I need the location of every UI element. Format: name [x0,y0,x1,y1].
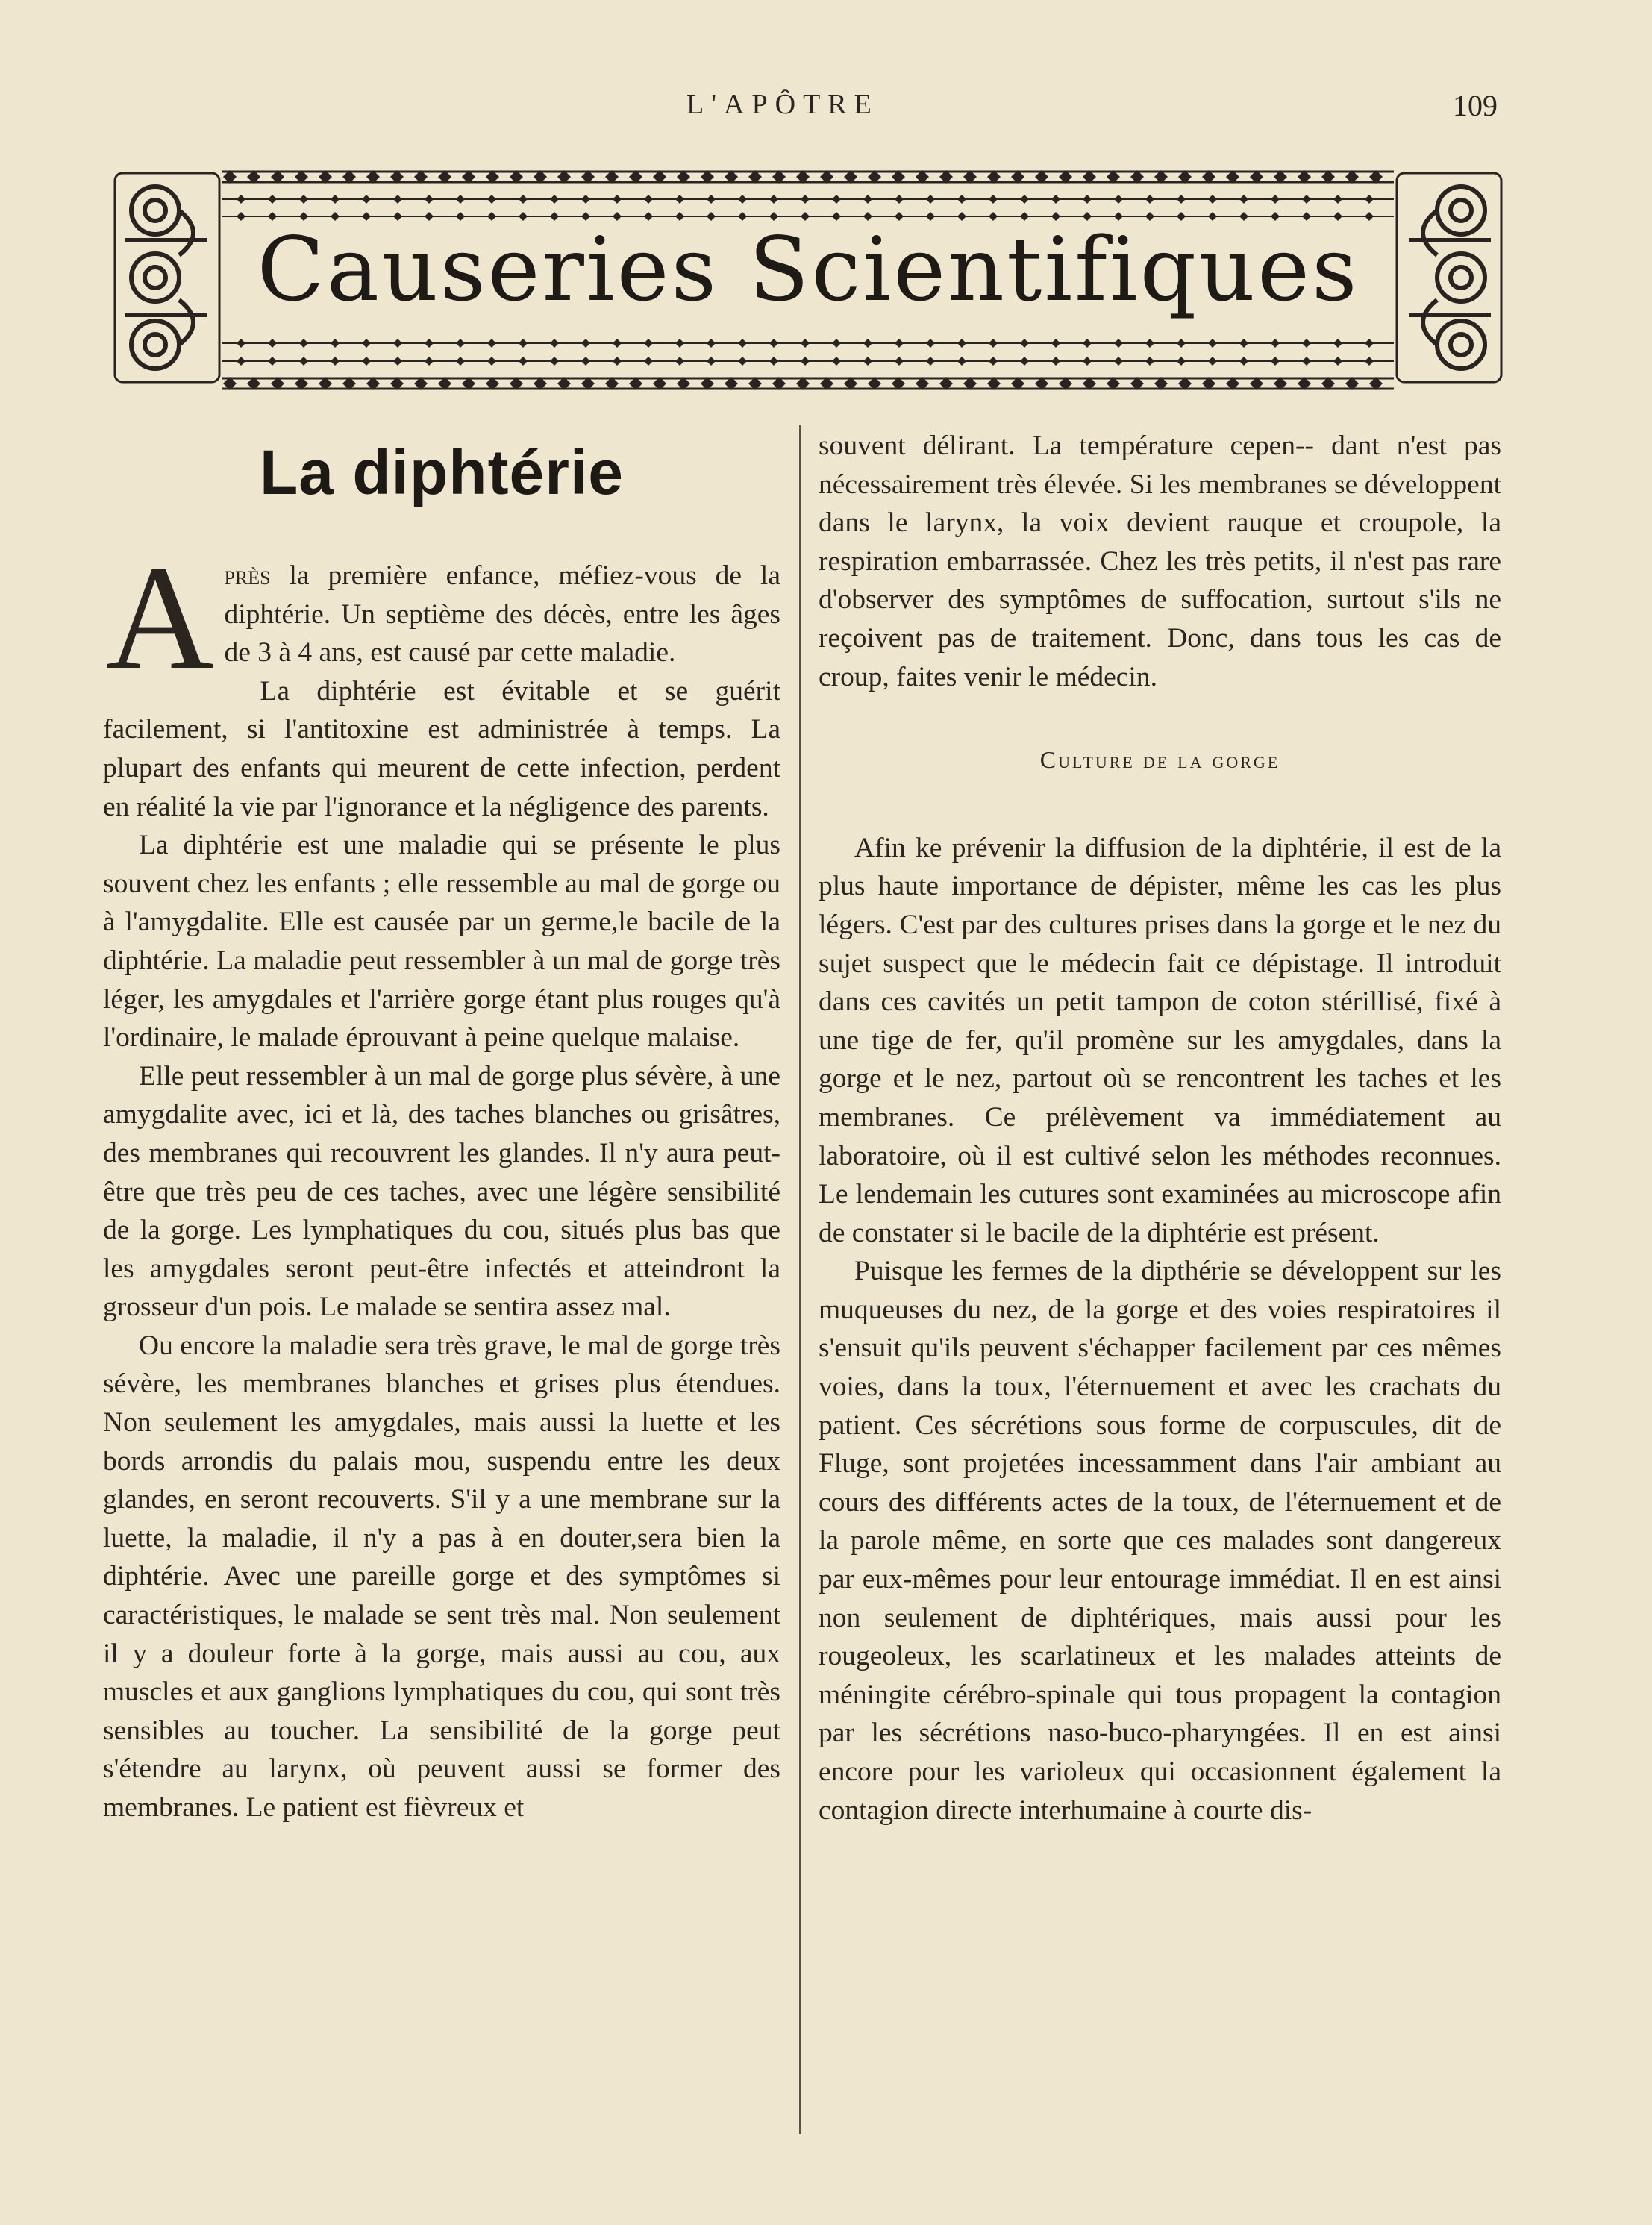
ornament-small-diamond-icon [425,195,434,204]
ornament-small-diamond-icon [1145,195,1154,204]
ornament-small-diamond-icon [550,339,559,348]
ornament-small-diamond-icon [832,357,841,366]
ornament-small-diamond-icon [1365,357,1374,366]
ornament-small-diamond-icon [801,357,810,366]
ornament-small-diamond-icon [519,195,528,204]
paragraph: La diphtérie est une maladie qui se présente le plus souvent chez les enfants ; elle ressemble au mal de gorge ou à l'amygdalite. Elle est causée par un germe,le bacile de la diphtérie. La maladie peut ressembler à un mal de gorge très léger, les amygdales et l'arrière gorge étant plus rouges qu'à l'ordinaire, le malade éprouvant à peine quelque malaise. [103,830,780,1054]
ornament-small-diamond-icon [1271,339,1280,348]
ornament-small-diamond-icon [456,339,465,348]
ornament-small-diamond-icon [769,195,778,204]
ornament-small-diamond-icon [1333,195,1342,204]
ornament-small-diamond-icon [1239,339,1248,348]
first-paragraph [103,536,780,701]
ornament-small-diamond-icon [362,357,371,366]
ornament-small-diamond-icon [1271,195,1280,204]
ornament-small-diamond-icon [393,357,402,366]
ornament-small-diamond-icon [644,195,653,204]
ornament-small-diamond-icon [1177,195,1186,204]
paragraph: Elle peut ressembler à un mal de gorge plus sévère, à une amygdalite avec, ici et là, des taches blanches ou grisâtres, des membranes qui recouvrent les glandes. Il n'y aura peut-être que très peu de ces taches, avec une légère sensibilité de la gorge. Les lymphatiques du cou, situés plus bas que les amygdales seront peut-être infectés et atteindront la grosseur d'un pois. Le malade se sentira assez mal. [103,1060,780,1323]
ornament-small-diamond-icon [613,339,622,348]
ornament-small-diamond-icon [957,339,966,348]
ornament-small-diamond-icon [1051,195,1060,204]
ornament-small-diamond-icon [1365,339,1374,348]
ornament-small-diamond-icon [487,357,496,366]
drop-cap: A [106,536,214,701]
ornament-small-diamond-icon [331,357,340,366]
ornament-small-diamond-icon [738,357,747,366]
ornament-small-diamond-icon [299,195,308,204]
ornament-small-diamond-icon [1177,339,1186,348]
ornament-small-diamond-icon [268,195,277,204]
article-title: La diphtérie [259,437,625,507]
ornament-small-diamond-icon [581,357,590,366]
ornament-small-diamond-icon [1114,339,1123,348]
ornament-small-diamond-icon [801,339,810,348]
ornament-small-diamond-icon [1083,339,1092,348]
right-column [819,427,1501,1830]
ornament-small-diamond-icon [675,195,684,204]
ornament-small-diamond-icon [456,195,465,204]
ornament-small-diamond-icon [1271,357,1280,366]
ornament-small-diamond-icon [331,339,340,348]
ornament-small-diamond-icon [863,357,872,366]
ornament-small-diamond-icon [644,339,653,348]
ornament-small-diamond-icon [237,339,245,348]
ornament-small-diamond-icon [613,357,622,366]
ornament-small-diamond-icon [299,357,308,366]
first-paragraph-text: la première enfance, méfiez-vous de la diphtérie. Un septième des décès, entre les âges de 3 à 4 ans, est causé par cette maladie. [224,560,780,669]
ornament-small-diamond-icon [1020,339,1029,348]
ornament-small-diamond-icon [989,195,998,204]
page-number: 109 [1453,89,1498,122]
ornament-small-diamond-icon [926,195,935,204]
ornament-small-diamond-icon [268,339,277,348]
ornament-small-diamond-icon [331,195,340,204]
paragraph: Puisque les fermes de la dipthérie se développent sur les muqueuses du nez, de la gorge et des voies respiratoires il s'ensuit qu'ils peuvent s'échapper facilement par ces mêmes voies, dans la toux, l'éternuement et avec les crachats du patient. Ces sécrétions sous forme de corpuscules, dit de Fluge, sont projetées incessamment dans l'air ambiant au cours des différents actes de la toux, de l'éternuement et de la parole même, en sorte que ces malades sont dangereux par eux-mêmes pour leur entourage immédiat. Il en est ainsi non seulement de diphtériques, mais aussi pour les rougeoleux, les scarlatineux et les malades atteints de méningite cérébro-spinale qui tous propagent la contagion par les sécrétions naso-buco-pharyngées. Il en est ainsi encore pour les varioleux qui occasionnent également la contagion directe interhumaine à courte dis- [819,1256,1501,1826]
ornament-small-diamond-icon [519,339,528,348]
ornament-small-diamond-icon [1177,357,1186,366]
journal-title: L'APÔTRE [686,89,879,120]
ornament-small-diamond-icon [1302,339,1311,348]
ornament-small-diamond-icon [863,339,872,348]
ornament-small-diamond-icon [581,339,590,348]
paragraph: Afin ke prévenir la diffusion de la diphtérie, il est de la plus haute importance de dépister, même les cas les plus légers. C'est par des cultures prises dans la gorge et le nez du sujet suspect que le médecin fait ce dépistage. Il introduit dans ces cavités un petit tampon de coton stérillisé, fixé à une tige de fer, qu'il promène sur les amygdales, dans la gorge et le nez, partout où se rencontrent les taches et les membranes. Ce prélèvement va immédiatement au laboratoire, où il est cultivé selon les méthodes reconnues. Le lendemain les cutures sont examinées au microscope afin de constater si le bacile de la diphtérie est présent. [819,832,1501,1248]
ornament-small-diamond-icon [1051,357,1060,366]
ornament-small-diamond-icon [1208,357,1217,366]
ornament-small-diamond-icon [487,195,496,204]
ornament-small-diamond-icon [957,357,966,366]
ornament-small-diamond-icon [237,357,245,366]
ornament-small-diamond-icon [957,195,966,204]
ornament-small-diamond-icon [1239,195,1248,204]
ornament-small-diamond-icon [550,357,559,366]
ornament-small-diamond-icon [550,195,559,204]
ornament-small-diamond-icon [1020,195,1029,204]
ornament-small-diamond-icon [268,357,277,366]
left-column [103,425,780,1827]
ornament-small-diamond-icon [1114,357,1123,366]
ornament-small-diamond-icon [237,195,245,204]
ornament-small-diamond-icon [1145,339,1154,348]
section-title: Causeries Scientifiques [257,218,1360,321]
ornament-small-diamond-icon [425,357,434,366]
ornament-small-diamond-icon [769,339,778,348]
ornament-small-diamond-icon [299,339,308,348]
ornament-small-diamond-icon [989,357,998,366]
ornament-small-diamond-icon [1239,357,1248,366]
ornament-small-diamond-icon [393,339,402,348]
ornament-small-diamond-icon [863,195,872,204]
ornament-small-diamond-icon [895,195,904,204]
ornament-small-diamond-icon [926,339,935,348]
ornament-small-diamond-icon [895,357,904,366]
section-banner [110,158,1506,397]
ornament-small-diamond-icon [1114,195,1123,204]
ornament-small-diamond-icon [425,339,434,348]
ornament-small-diamond-icon [801,195,810,204]
ornament-small-diamond-icon [1333,357,1342,366]
ornament-small-diamond-icon [707,339,716,348]
paragraph: Ou encore la maladie sera très grave, le mal de gorge très sévère, les membranes blanches et grises plus étendues. Non seulement les amygdales, mais aussi la luette et les bords arrondis du palais mou, suspendu entre les deux glandes, en seront recouverts. S'il y a une membrane sur la luette, la maladie, il n'y a pas à en douter,sera bien la diphtérie. Avec une pareille gorge et des symptômes si caractéristiques, le malade se sent très mal. Non seulement il y a douleur forte à la gorge, mais aussi au cou, aux muscles et aux ganglions lymphatiques du cou, qui sont très sensibles au toucher. La sensibilité de la gorge peut s'étendre au larynx, où peuvent aussi se former des membranes. Le patient est fièvreux et [103,1330,780,1823]
ornament-small-diamond-icon [832,339,841,348]
ornament-small-diamond-icon [738,195,747,204]
ornament-small-diamond-icon [675,357,684,366]
ornament-small-diamond-icon [393,195,402,204]
ornament-small-diamond-icon [738,339,747,348]
ornament-small-diamond-icon [1083,357,1092,366]
subheading: Culture de la gorge [1039,746,1280,774]
ornament-small-diamond-icon [644,357,653,366]
continued-paragraph: souvent délirant. La température cepen-- dant n'est pas nécessairement très élevée. Si les membranes se développent dans le larynx, la voix devient rauque et croupole, la respiration embarrassée. Chez les très petits, il n'est pas rare d'observer des symptômes de suffocation, surtout s'ils ne reçoivent pas de traitement. Donc, dans tous les cas de croup, faites venir le médecin. [819,431,1501,692]
ornament-small-diamond-icon [1208,195,1217,204]
column-divider [799,425,801,2134]
ornament-small-diamond-icon [487,339,496,348]
ornament-small-diamond-icon [1302,357,1311,366]
ornament-small-diamond-icon [519,357,528,366]
running-head [0,88,1652,125]
ornament-small-diamond-icon [832,195,841,204]
ornament-small-diamond-icon [613,195,622,204]
ornament-small-diamond-icon [1333,339,1342,348]
first-word-small-caps: près [224,560,271,591]
ornament-small-diamond-icon [675,339,684,348]
ornament-small-diamond-icon [769,357,778,366]
ornament-small-diamond-icon [926,357,935,366]
paragraph: La diphtérie est évitable et se guérit facilement, si l'antitoxine est administrée à temps. La plupart des enfants qui meurent de cette infection, perdent en réalité la vie par l'ignorance et la négligence des parents. [103,675,780,822]
ornament-small-diamond-icon [707,357,716,366]
ornament-small-diamond-icon [707,195,716,204]
ornament-small-diamond-icon [1020,357,1029,366]
ornament-small-diamond-icon [1365,195,1374,204]
ornament-small-diamond-icon [895,339,904,348]
ornament-small-diamond-icon [1208,339,1217,348]
ornament-small-diamond-icon [362,339,371,348]
ornament-small-diamond-icon [1145,357,1154,366]
ornament-small-diamond-icon [362,195,371,204]
ornament-small-diamond-icon [456,357,465,366]
ornament-small-diamond-icon [1302,195,1311,204]
ornament-small-diamond-icon [1083,195,1092,204]
ornament-small-diamond-icon [581,195,590,204]
ornament-small-diamond-icon [989,339,998,348]
ornament-small-diamond-icon [1051,339,1060,348]
